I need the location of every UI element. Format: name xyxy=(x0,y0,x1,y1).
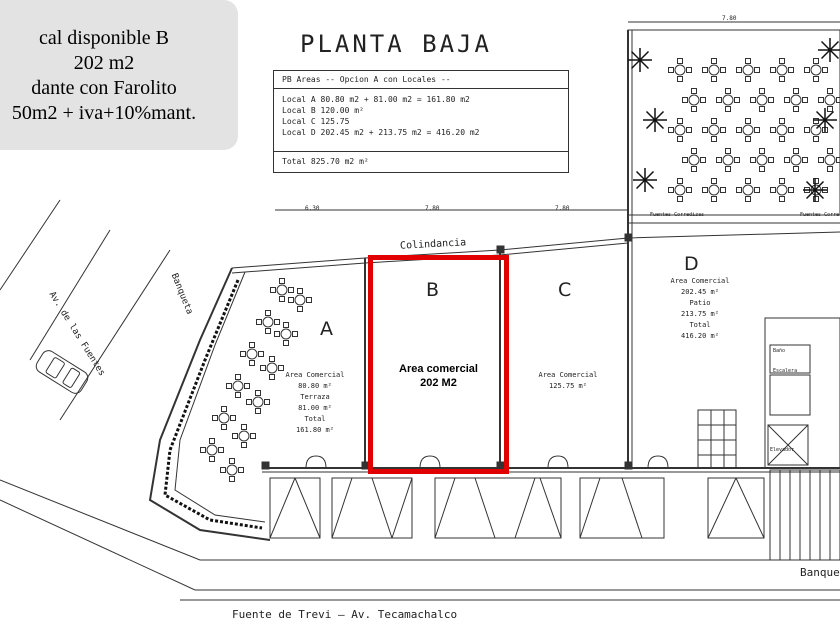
note-line-4: 50m2 + iva+10%mant. xyxy=(11,102,197,124)
courtyard-table xyxy=(669,59,692,82)
local-a-line-6: 161.80 m² xyxy=(296,426,334,434)
local-b-highlight-text xyxy=(368,362,509,390)
courtyard-table xyxy=(717,89,740,112)
courtyard-table xyxy=(703,119,726,142)
patio-tiles xyxy=(698,410,736,468)
note-line-2: 202 m2 xyxy=(73,52,135,74)
local-d-line-3: Patio xyxy=(689,299,711,307)
street-label: Fuente de Trevi — Av. Tecamachalco xyxy=(232,608,458,621)
palm-icon xyxy=(643,108,667,132)
courtyard-table xyxy=(771,59,794,82)
courtyard-plants xyxy=(628,38,840,202)
terrace-table xyxy=(213,407,236,430)
terrace-table xyxy=(221,459,244,482)
courtyard-table xyxy=(669,179,692,202)
areas-row-a: Local A 80.80 m2 + 81.00 m2 = 161.80 m2 xyxy=(282,95,470,104)
courtyard-table xyxy=(771,119,794,142)
local-a-line-2: 80.80 m² xyxy=(298,382,332,390)
courtyard-table xyxy=(737,59,760,82)
note-line-1: cal disponible B xyxy=(39,27,169,49)
terrace-table xyxy=(289,289,312,312)
terrace-table xyxy=(233,425,256,448)
colindancia-label: Colindancia xyxy=(399,237,467,252)
courtyard-table xyxy=(683,149,706,172)
terrace-table xyxy=(247,391,270,414)
colindancia-line xyxy=(232,232,840,268)
note-line-3: dante con Farolito xyxy=(31,77,177,99)
dimension-label-2: 7.80 xyxy=(425,205,440,212)
car-drawing xyxy=(34,348,91,396)
courtyard-table xyxy=(771,179,794,202)
palm-icon xyxy=(628,48,652,72)
local-d-line-1: Area Comercial xyxy=(670,277,730,285)
courtyard-table xyxy=(785,149,808,172)
dimension-label-3: 7.80 xyxy=(555,205,570,212)
local-d-letter: D xyxy=(684,253,699,275)
fuentes-label-1: Fuentes Corredizas xyxy=(650,212,705,218)
courtyard-table xyxy=(669,119,692,142)
local-c-line-1: Area Comercial xyxy=(538,371,598,379)
local-c-letter: C xyxy=(558,279,572,301)
banqueta-label: Banqueta xyxy=(168,272,195,316)
areas-table-total: Total 825.70 m2 m² xyxy=(282,157,369,166)
local-b-highlight-line-2: 202 M2 xyxy=(420,377,457,389)
areas-table-header: PB Areas -- Opcion A con Locales -- xyxy=(274,71,568,89)
courtyard-table xyxy=(805,59,828,82)
courtyard-table xyxy=(785,89,808,112)
local-d-line-4: 213.75 m² xyxy=(681,310,719,318)
local-a-letter: A xyxy=(320,318,333,340)
areas-row-b: Local B 120.00 m² xyxy=(282,106,364,115)
fuentes-label-2: Fuentes Corre xyxy=(800,212,840,218)
local-d-line-6: 416.20 m² xyxy=(681,332,719,340)
local-a-line-3: Terraza xyxy=(300,393,330,401)
terrace-table xyxy=(227,375,250,398)
escalera-label: Escalera xyxy=(773,368,798,374)
palm-icon xyxy=(813,108,837,132)
courtyard-table xyxy=(703,59,726,82)
local-d-line-5: Total xyxy=(689,321,711,329)
local-d-line-2: 202.45 m² xyxy=(681,288,719,296)
areas-row-c: Local C 125.75 xyxy=(282,117,350,126)
courtyard-table xyxy=(819,89,840,112)
stairs xyxy=(770,470,840,560)
local-b-highlight-line-1: Area comercial xyxy=(399,363,478,375)
palm-icon xyxy=(803,178,827,202)
courtyard-table xyxy=(703,179,726,202)
avenue-label: Av. de las Fuentes xyxy=(46,290,107,379)
courtyard-table xyxy=(751,89,774,112)
terrace-table xyxy=(275,323,298,346)
stair-block xyxy=(765,318,840,468)
terrace-table xyxy=(271,279,294,302)
areas-table xyxy=(273,70,569,173)
local-c-info xyxy=(528,370,608,392)
courtyard-table xyxy=(819,149,840,172)
courtyard-table xyxy=(737,119,760,142)
bano-label: Baño xyxy=(773,348,786,354)
terrace-table xyxy=(257,311,280,334)
terrace-table xyxy=(241,343,264,366)
local-d-info xyxy=(660,276,740,342)
courtyard-table xyxy=(717,149,740,172)
local-a-info xyxy=(280,370,350,436)
parking-row xyxy=(270,478,764,538)
local-a-line-1: Area Comercial xyxy=(285,371,345,379)
courtyard-table xyxy=(737,179,760,202)
courtyard-table xyxy=(751,149,774,172)
local-a-line-5: Total xyxy=(304,415,326,423)
banqueta-bottom-label: Banque xyxy=(800,566,840,579)
palm-icon xyxy=(633,168,657,192)
palm-icon xyxy=(818,38,840,62)
local-c-line-2: 125.75 m² xyxy=(549,382,587,390)
areas-row-d: Local D 202.45 m2 + 213.75 m2 = 416.20 m2 xyxy=(282,128,480,137)
dimension-label-1: 6.30 xyxy=(305,205,320,212)
areas-table-rows xyxy=(274,89,568,152)
courtyard-table xyxy=(683,89,706,112)
availability-note xyxy=(0,0,238,150)
local-a-line-4: 81.00 m² xyxy=(298,404,332,412)
plan-title: PLANTA BAJA xyxy=(300,30,492,58)
terrace-table xyxy=(201,439,224,462)
dimension-label-4: 7.80 xyxy=(722,15,737,22)
local-b-letter: B xyxy=(426,279,440,301)
elevador-label: Elevador xyxy=(770,447,795,453)
